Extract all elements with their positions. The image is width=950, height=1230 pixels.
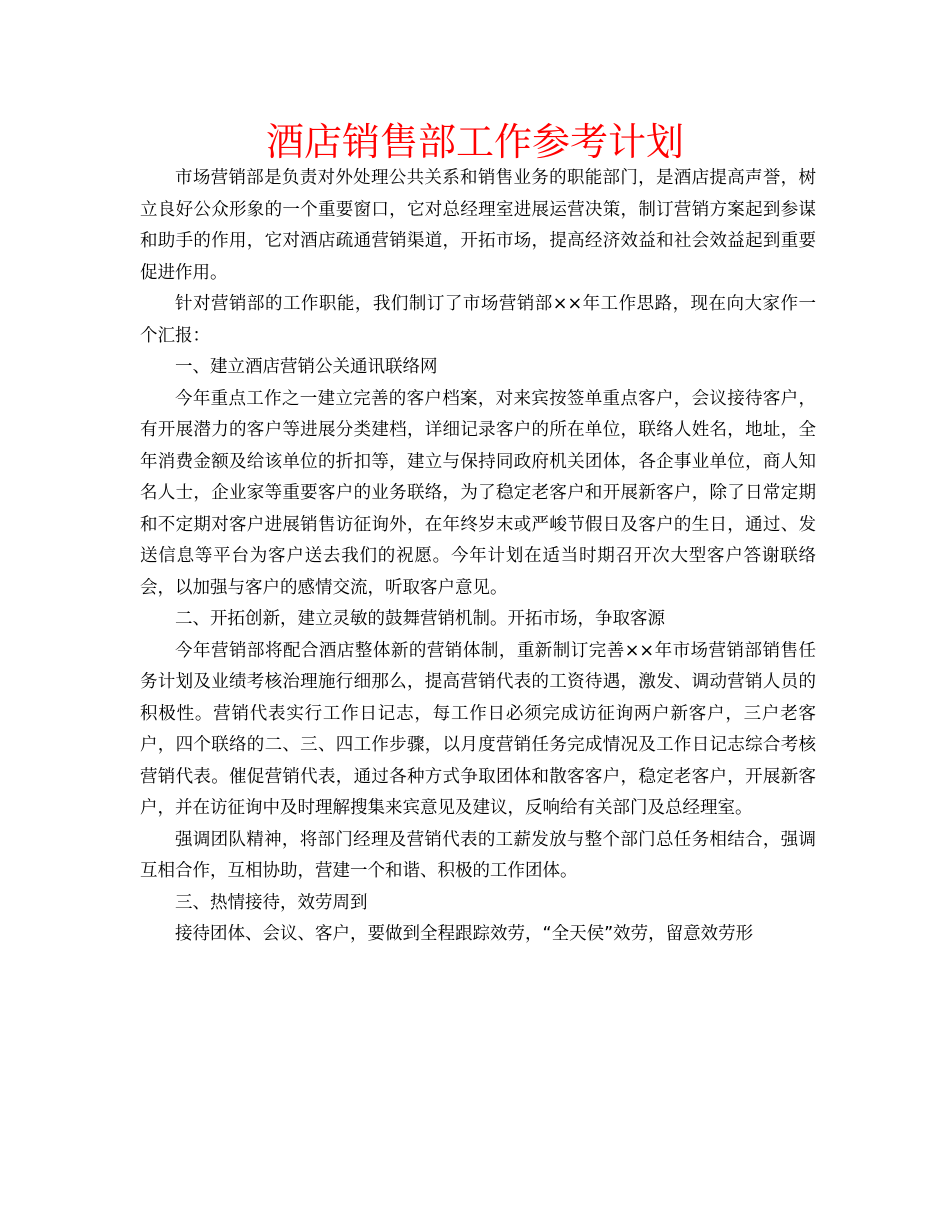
section-heading-3: 三、热情接待，效劳周到	[175, 892, 368, 913]
document-body	[140, 163, 816, 951]
section-heading-2: 二、开拓创新，建立灵敏的鼓舞营销机制。开拓市场，争取客源	[175, 609, 665, 629]
paragraph-section-2: 今年营销部将配合酒店整体新的营销体制，重新制订完善××年市场营销部销售任务计划及业绩考核治理施行细那么，提高营销代表的工资待遇，激发、调动营销人员的积极性。营销代表实行工作日记志，每工作日必须完成访征询两户新客户，三户老客户，四个联络的二、三、四工作步骤，以月度营销任务完成情况及工作日记志综合考核营销代表。催促营销代表，通过各种方式争取团体和散客客户，稳定老客户，开展新客户，并在访征询中及时理解搜集来宾意见及建议，反响给有关部门及总经理室。	[140, 640, 816, 818]
paragraph-section-1: 今年重点工作之一建立完善的客户档案，对来宾按签单重点客户，会议接待客户，有开展潜力的客户等进展分类建档，详细记录客户的所在单位，联络人姓名，地址，全年消费金额及给该单位的折扣等，建立与保持同政府机关团体，各企事业单位，商人知名人士，企业家等重要客户的业务联络，为了稳定老客户和开展新客户，除了日常定期和不定期对客户进展销售访征询外，在年终岁末或严峻节假日及客户的生日，通过、发送信息等平台为客户送去我们的祝愿。今年计划在适当时期召开次大型客户答谢联络会，以加强与客户的感情交流，听取客户意见。	[140, 388, 816, 598]
paragraph-teamwork: 强调团队精神，将部门经理及营销代表的工薪发放与整个部门总任务相结合，强调互相合作，互相协助，营建一个和谐、积极的工作团体。	[140, 829, 816, 881]
paragraph-overview: 针对营销部的工作职能，我们制订了市场营销部××年工作思路，现在向大家作一个汇报：	[140, 294, 816, 346]
paragraph-section-3: 接待团体、会议、客户，要做到全程跟踪效劳，“全天侯”效劳，留意效劳形	[175, 924, 754, 944]
section-heading-1: 一、建立酒店营销公关通讯联络网	[175, 357, 438, 377]
document-title: 酒店销售部工作参考计划	[265, 120, 684, 164]
paragraph-intro: 市场营销部是负责对外处理公共关系和销售业务的职能部门，是酒店提高声誉，树立良好公众形象的一个重要窗口，它对总经理室进展运营决策，制订营销方案起到参谋和助手的作用，它对酒店疏通营销渠道，开拓市场，提高经济效益和社会效益起到重要促进作用。	[140, 168, 816, 283]
